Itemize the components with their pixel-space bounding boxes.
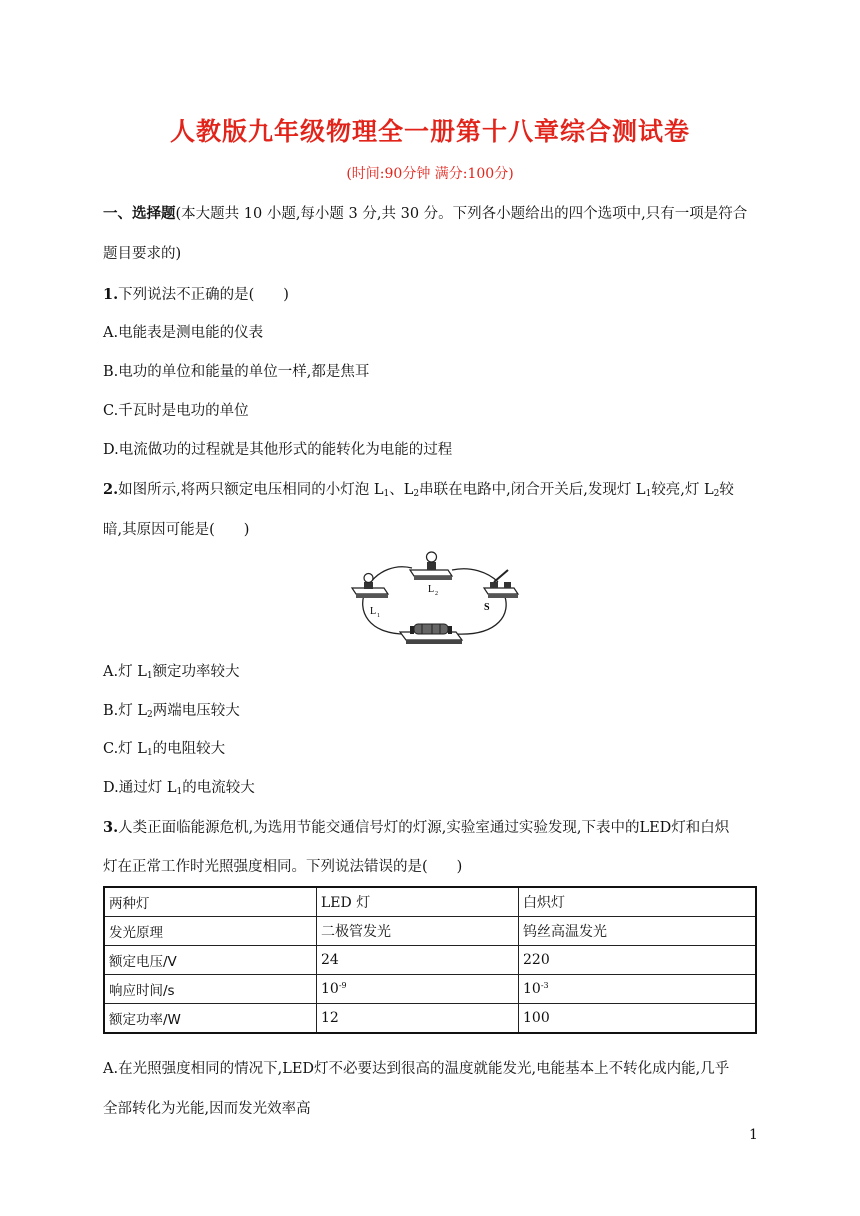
- lamp-comparison-table: [103, 886, 757, 1034]
- wire-l1-l2: [368, 567, 412, 586]
- table-row: [104, 917, 756, 946]
- table-row: [104, 1004, 756, 1034]
- section-heading: 一、选择题: [103, 206, 176, 222]
- table-row: [104, 887, 756, 917]
- table-cell: 12: [317, 1004, 519, 1034]
- row-header: 响应时间/s: [104, 975, 317, 1004]
- question-stem: 人类正面临能源危机,为选用节能交通信号灯的灯源,实验室通过实验发现,下表中的LED灯和白炽: [118, 820, 730, 836]
- option-text: C.灯 L: [103, 741, 147, 757]
- table-row: [104, 946, 756, 975]
- question-stem-part: 较亮,灯 L: [651, 482, 714, 498]
- q2-option-d: [103, 778, 255, 802]
- subscript: 2: [147, 710, 153, 720]
- section-description: (本大题共 10 小题,每小题 3 分,共 30 分。下列各小题给出的四个选项中,只有一项是符合: [175, 206, 748, 222]
- page-title: 人教版九年级物理全一册第十八章综合测试卷: [169, 117, 690, 146]
- option-text: 的电流较大: [182, 780, 255, 796]
- q3-option-a-cont: 全部转化为光能,因而发光效率高: [103, 1101, 311, 1117]
- q3-option-a: A.在光照强度相同的情况下,LED灯不必要达到很高的温度就能发光,电能基本上不转化成内能,几乎: [103, 1061, 730, 1077]
- table-cell: LED 灯: [317, 887, 519, 917]
- q1-option-a: A.电能表是测电能的仪表: [103, 325, 264, 341]
- q2-option-a: [103, 662, 240, 686]
- question-stem-part: 较: [719, 482, 734, 498]
- option-text: B.灯 L: [103, 703, 148, 719]
- question-3: [103, 818, 729, 838]
- subscript: 1: [146, 671, 153, 681]
- q1-option-c: C.千瓦时是电功的单位: [103, 403, 249, 419]
- label-switch: S: [484, 602, 490, 613]
- bulb-l2: [410, 552, 452, 597]
- row-header: 额定功率/W: [104, 1004, 317, 1034]
- question-number: 3.: [103, 819, 119, 836]
- question-number: 1.: [103, 286, 119, 303]
- subscript: 1: [645, 489, 652, 499]
- question-stem-part: 、L: [389, 482, 414, 498]
- bulb-l1: [352, 574, 388, 620]
- question-number: 2.: [103, 481, 119, 498]
- question-2: [103, 480, 734, 504]
- q2-option-c: [103, 739, 225, 763]
- option-text: 两端电压较大: [152, 703, 240, 719]
- power-base: 10: [523, 981, 541, 997]
- table-cell: [317, 975, 519, 1004]
- q1-option-d: D.电流做功的过程就是其他形式的能转化为电能的过程: [103, 442, 453, 458]
- subscript: 1: [146, 748, 153, 758]
- circuit-diagram: [348, 548, 520, 650]
- wire-l2-switch: [452, 569, 498, 582]
- wire-battery-switch: [456, 594, 506, 634]
- table-cell: 24: [317, 946, 519, 975]
- question-3-cont: 灯在正常工作时光照强度相同。下列说法错误的是( ): [103, 859, 463, 875]
- exam-time-score: (时间:90分钟 满分:100分): [346, 166, 514, 182]
- power-base: 10: [321, 981, 339, 997]
- switch-s: [484, 570, 518, 613]
- question-stem: 下列说法不正确的是( ): [118, 287, 289, 303]
- row-header: 额定电压/V: [104, 946, 317, 975]
- table-row: [104, 975, 756, 1004]
- q1-option-b: B.电功的单位和能量的单位一样,都是焦耳: [103, 364, 370, 380]
- option-text: 的电阻较大: [152, 741, 226, 757]
- subscript: 1: [383, 489, 390, 499]
- table-cell: [519, 975, 757, 1004]
- battery: [400, 624, 462, 644]
- question-1: [103, 285, 289, 305]
- q2-option-b: [103, 701, 240, 725]
- option-text: A.灯 L: [103, 664, 147, 680]
- page-number: 1: [749, 1127, 758, 1143]
- table-cell: 钨丝高温发光: [519, 917, 757, 946]
- label-l2-sub: 2: [435, 591, 438, 597]
- row-header: 发光原理: [104, 917, 317, 946]
- question-stem-part: 串联在电路中,闭合开关后,发现灯 L: [419, 482, 646, 498]
- subscript: 1: [176, 787, 183, 797]
- question-stem-part: 如图所示,将两只额定电压相同的小灯泡 L: [118, 482, 384, 498]
- option-text: D.通过灯 L: [103, 780, 177, 796]
- label-l1-sub: 1: [377, 613, 380, 619]
- label-l2: L: [428, 584, 435, 595]
- power-exponent: -3: [540, 981, 549, 990]
- question-2-cont: 暗,其原因可能是( ): [103, 522, 250, 538]
- option-text: 额定功率较大: [152, 664, 240, 680]
- subscript: 2: [413, 489, 420, 499]
- table-cell: 220: [519, 946, 757, 975]
- subscript: 2: [713, 489, 720, 499]
- label-l1: L: [370, 606, 377, 617]
- table-cell: 100: [519, 1004, 757, 1034]
- table-cell: 白炽灯: [519, 887, 757, 917]
- section-heading-line: [103, 204, 747, 224]
- section-description-cont: 题目要求的): [103, 246, 182, 262]
- power-exponent: -9: [338, 981, 347, 990]
- table-cell: 二极管发光: [317, 917, 519, 946]
- row-header: 两种灯: [104, 887, 317, 917]
